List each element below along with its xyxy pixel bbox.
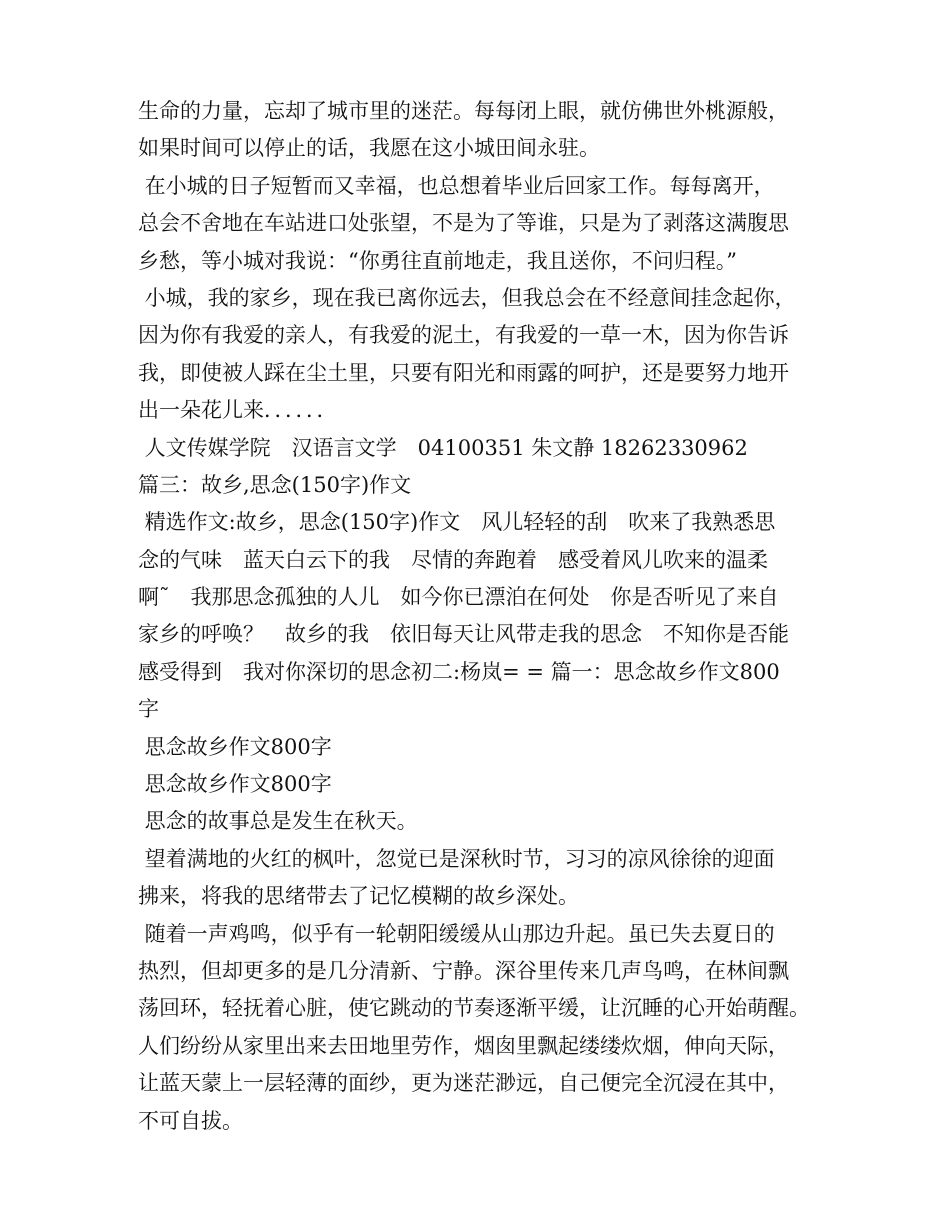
text-line: 乡愁，等小城对我说：“你勇往直前地走，我且送你，不问归程。” [138, 248, 737, 273]
text-line: 字 [138, 697, 159, 722]
text-line: 人们纷纷从家里出来去田地里劳作，烟囱里飘起缕缕炊烟，伸向天际， [138, 1033, 789, 1058]
text-line: 望着满地的火红的枫叶，忽觉已是深秋时节，习习的凉风徐徐的迎面 [138, 846, 775, 871]
text-line: 感受得到 我对你深切的思念初二:杨岚= = 篇一：思念故乡作文800 [138, 659, 780, 684]
text-line: 不可自拔。 [138, 1108, 243, 1133]
text-line: 如果时间可以停止的话，我愿在这小城田间永驻。 [138, 136, 600, 161]
text-line: 让蓝天蒙上一层轻薄的面纱，更为迷茫渺远，自己便完全沉浸在其中， [138, 1071, 789, 1096]
author-info-line: 人文传媒学院 汉语言文学 04100351 朱文静 18262330962 [138, 435, 748, 460]
text-line: 荡回环，轻抚着心脏，使它跳动的节奏逐渐平缓，让沉睡的心开始萌醒。 [138, 996, 810, 1021]
text-line: 随着一声鸡鸣，似乎有一轮朝阳缓缓从山那边升起。虽已失去夏日的 [138, 921, 775, 946]
text-line: 总会不舍地在车站进口处张望，不是为了等谁，只是为了剥落这满腹思 [138, 211, 789, 236]
text-line: 小城，我的家乡，现在我已离你远去，但我总会在不经意间挂念起你， [138, 285, 796, 310]
text-line: 精选作文:故乡，思念(150字)作文 风儿轻轻的刮 吹来了我熟悉思 [138, 510, 776, 535]
text-line: 啊˜ 我那思念孤独的人儿 如今你已漂泊在何处 你是否听见了来自 [138, 585, 779, 610]
text-line: 在小城的日子短暂而又幸福，也总想着毕业后回家工作。每每离开， [138, 173, 775, 198]
text-line: 出一朵花儿来．．．．．． [138, 398, 338, 423]
text-line: 因为你有我爱的亲人，有我爱的泥土，有我爱的一草一木，因为你告诉 [138, 323, 789, 348]
text-line: 生命的力量，忘却了城市里的迷茫。每每闭上眼，就仿佛世外桃源般， [138, 99, 789, 123]
text-line: 家乡的呼唤？ 故乡的我 依旧每天让风带走我的思念 不知你是否能 [138, 622, 789, 647]
text-line: 思念的故事总是发生在秋天。 [138, 809, 418, 834]
text-line: 拂来，将我的思绪带去了记忆模糊的故乡深处。 [138, 884, 579, 909]
section-heading: 篇三：故乡,思念(150字)作文 [138, 472, 412, 497]
body-text [138, 93, 838, 1140]
text-line: 我，即使被人踩在尘土里，只要有阳光和雨露的呵护，还是要努力地开 [138, 360, 789, 385]
essay-title-line: 思念故乡作文800字 [138, 772, 332, 797]
text-line: 热烈，但却更多的是几分清新、宁静。深谷里传来几声鸟鸣，在林间飘 [138, 958, 789, 983]
essay-title-line: 思念故乡作文800字 [138, 734, 332, 759]
text-line: 念的气味 蓝天白云下的我 尽情的奔跑着 感受着风儿吹来的温柔 [138, 547, 768, 572]
